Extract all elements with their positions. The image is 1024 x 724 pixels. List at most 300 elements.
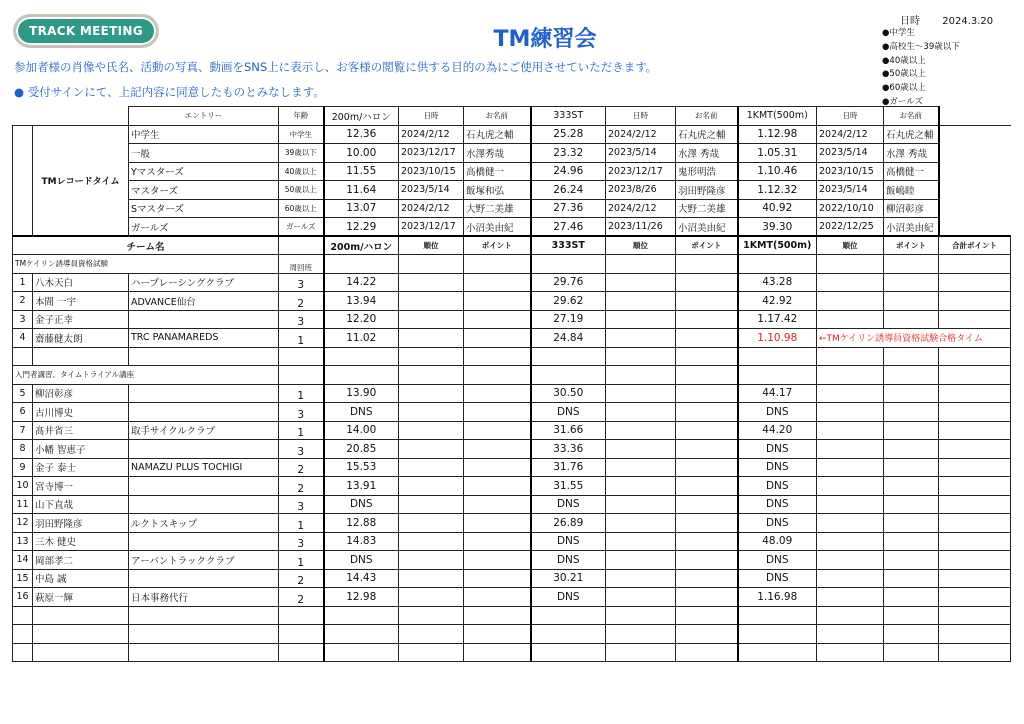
total-cell: [939, 384, 1011, 403]
blank-header: [279, 236, 324, 255]
point-cell: [676, 477, 738, 496]
athlete-time-1k: 48.09: [738, 532, 817, 551]
rank-cell: [399, 495, 464, 514]
athlete-time-200: 14.83: [324, 532, 399, 551]
athlete-number: 16: [13, 588, 33, 607]
name-header: お名前: [884, 107, 939, 126]
record-name-1k: 石丸虎之輔: [884, 125, 939, 144]
point-header: ポイント: [676, 236, 738, 255]
empty-cell: [324, 366, 399, 385]
point-cell: [676, 384, 738, 403]
point-cell: [676, 458, 738, 477]
record-name-1k: 柳沼彰彦: [884, 199, 939, 218]
empty-cell: [464, 347, 531, 366]
athlete-row: [13, 532, 1011, 551]
athlete-time-1k: 43.28: [738, 273, 817, 292]
athlete-number: 5: [13, 384, 33, 403]
total-header: 合計ポイント: [939, 236, 1011, 255]
record-name-200: 小沼美由紀: [464, 218, 531, 237]
athlete-team: 取手サイクルクラブ: [129, 421, 279, 440]
point-header: ポイント: [884, 236, 939, 255]
empty-cell: [279, 347, 324, 366]
team-header: チーム名: [13, 236, 279, 255]
rank-cell: [606, 458, 676, 477]
point-cell: [676, 588, 738, 607]
rank-cell: [606, 384, 676, 403]
rank-cell: [606, 310, 676, 329]
point-cell: [464, 273, 531, 292]
athlete-time-200: 13.90: [324, 384, 399, 403]
legend-item: ●50歳以上: [882, 69, 926, 80]
athlete-number: 9: [13, 458, 33, 477]
athlete-row: [13, 458, 1011, 477]
empty-cell: [884, 347, 939, 366]
athlete-name: 古川博史: [33, 403, 129, 422]
rank-cell: [606, 551, 676, 570]
date-header: 日時: [606, 107, 676, 126]
point-cell: [676, 310, 738, 329]
athlete-time-333: 31.76: [531, 458, 606, 477]
pass-note: ←TMケイリン誘導員資格試験合格タイム: [817, 329, 1011, 348]
empty-cell: [13, 625, 33, 644]
record-name-1k: 小沼美由紀: [884, 218, 939, 237]
athlete-row: [13, 440, 1011, 459]
empty-cell: [13, 643, 33, 662]
athlete-row: [13, 384, 1011, 403]
record-row: [13, 162, 1011, 181]
athlete-time-1k: DNS: [738, 551, 817, 570]
rank-cell: [606, 440, 676, 459]
athlete-time-1k: 1.17.42: [738, 310, 817, 329]
entry-header: エントリー: [129, 107, 279, 126]
legend-item: ●高校生～39歳以下: [882, 41, 960, 52]
record-name-333: 石丸虎之輔: [676, 125, 738, 144]
empty-cell: [738, 347, 817, 366]
empty-cell: [939, 643, 1011, 662]
record-date-200: 2023/12/17: [399, 218, 464, 237]
empty-cell: [738, 643, 817, 662]
empty-cell: [399, 366, 464, 385]
record-date-333: 2023/8/26: [606, 181, 676, 200]
empty-cell: [939, 366, 1011, 385]
record-time-1k: 1.05.31: [738, 144, 817, 163]
empty-cell: [464, 643, 531, 662]
athlete-row: [13, 273, 1011, 292]
empty-cell: [939, 606, 1011, 625]
athlete-number: 8: [13, 440, 33, 459]
empty-cell: [738, 625, 817, 644]
empty-cell: [939, 144, 1011, 163]
athlete-lap-group: 2: [279, 588, 324, 607]
results-table: [12, 106, 1011, 662]
empty-cell: [939, 199, 1011, 218]
empty-cell: [279, 643, 324, 662]
total-cell: [939, 310, 1011, 329]
record-category: マスターズ: [129, 181, 279, 200]
rank-cell: [606, 569, 676, 588]
empty-cell: [464, 625, 531, 644]
record-name-333: 鬼形明浩: [676, 162, 738, 181]
athlete-team: [129, 403, 279, 422]
record-time-1k: 39.30: [738, 218, 817, 237]
point-header: ポイント: [464, 236, 531, 255]
athlete-name: 本間 一宇: [33, 292, 129, 311]
empty-cell: [531, 347, 606, 366]
athlete-time-333: 30.21: [531, 569, 606, 588]
athlete-team: NAMAZU PLUS TOCHIGI: [129, 458, 279, 477]
rank-cell: [399, 458, 464, 477]
empty-cell: [531, 366, 606, 385]
athlete-team: [129, 440, 279, 459]
athlete-row: [13, 514, 1011, 533]
legend-item: ●中学生: [882, 28, 915, 38]
rank-cell: [817, 477, 884, 496]
athlete-row: [13, 588, 1011, 607]
rank-cell: [606, 532, 676, 551]
empty-cell: [464, 255, 531, 274]
rank-cell: [606, 421, 676, 440]
section-title: TMケイリン誘導員資格試験: [13, 255, 279, 274]
athlete-lap-group: 3: [279, 440, 324, 459]
rank-cell: [817, 384, 884, 403]
rank-cell: [606, 514, 676, 533]
record-category: Sマスターズ: [129, 199, 279, 218]
point-cell: [884, 440, 939, 459]
legend-item: ●40歳以上: [882, 55, 926, 66]
athlete-lap-group: 1: [279, 329, 324, 348]
empty-cell: [817, 625, 884, 644]
point-cell: [676, 329, 738, 348]
athlete-number: 11: [13, 495, 33, 514]
record-date-1k: 2024/2/12: [817, 125, 884, 144]
athlete-time-1k: DNS: [738, 477, 817, 496]
record-time-1k: 1.12.98: [738, 125, 817, 144]
point-cell: [464, 532, 531, 551]
athlete-name: 萩原一輝: [33, 588, 129, 607]
e200-header: 200m/ハロン: [324, 107, 399, 126]
athlete-team: [129, 384, 279, 403]
record-date-200: 2023/12/17: [399, 144, 464, 163]
empty-cell: [738, 255, 817, 274]
empty-cell: [884, 606, 939, 625]
empty-cell: [817, 366, 884, 385]
record-date-1k: 2023/5/14: [817, 144, 884, 163]
athlete-time-200: 15.53: [324, 458, 399, 477]
record-time-333: 23.32: [531, 144, 606, 163]
athlete-lap-group: 1: [279, 384, 324, 403]
record-date-333: 2023/5/14: [606, 144, 676, 163]
athlete-name: 八木天白: [33, 273, 129, 292]
empty-cell: [13, 347, 33, 366]
blank-row: [13, 347, 1011, 366]
empty-cell: [676, 347, 738, 366]
point-cell: [676, 495, 738, 514]
athlete-name: 金子 泰士: [33, 458, 129, 477]
record-date-200: 2023/5/14: [399, 181, 464, 200]
point-cell: [464, 329, 531, 348]
rank-cell: [399, 310, 464, 329]
athlete-row: [13, 569, 1011, 588]
athlete-name: 羽田野隆彦: [33, 514, 129, 533]
athlete-number: 4: [13, 329, 33, 348]
point-cell: [676, 569, 738, 588]
empty-cell: [884, 366, 939, 385]
empty-cell: [13, 606, 33, 625]
record-name-200: 石丸虎之輔: [464, 125, 531, 144]
point-cell: [676, 532, 738, 551]
total-cell: [939, 440, 1011, 459]
point-cell: [464, 421, 531, 440]
athlete-row: [13, 403, 1011, 422]
point-cell: [464, 514, 531, 533]
rank-cell: [817, 421, 884, 440]
e1k-header: 1KMT(500m): [738, 107, 817, 126]
athlete-number: 1: [13, 273, 33, 292]
athlete-team: ハープレーシングクラブ: [129, 273, 279, 292]
section-title: 入門者講習、タイムトライアル講座: [13, 366, 279, 385]
record-row: [13, 144, 1011, 163]
record-date-1k: 2022/10/10: [817, 199, 884, 218]
empty-cell: [606, 255, 676, 274]
point-cell: [464, 551, 531, 570]
rank-cell: [606, 403, 676, 422]
category-legend: [882, 27, 960, 110]
record-name-200: 高橋健一: [464, 162, 531, 181]
athlete-time-333: 30.50: [531, 384, 606, 403]
rank-header: 順位: [817, 236, 884, 255]
record-time-1k: 1.12.32: [738, 181, 817, 200]
athlete-time-200: 13.94: [324, 292, 399, 311]
empty-cell: [464, 606, 531, 625]
rank-cell: [399, 477, 464, 496]
rank-cell: [606, 292, 676, 311]
record-date-200: 2024/2/12: [399, 199, 464, 218]
total-cell: [939, 532, 1011, 551]
record-name-200: 水澤秀哉: [464, 144, 531, 163]
athlete-time-200: 12.20: [324, 310, 399, 329]
rank-cell: [606, 477, 676, 496]
record-row: [13, 218, 1011, 237]
record-name-1k: 飯嶋睦: [884, 181, 939, 200]
rank-cell: [399, 514, 464, 533]
empty-cell: [129, 625, 279, 644]
athlete-time-333: 26.89: [531, 514, 606, 533]
record-header-row: [13, 107, 1011, 126]
point-cell: [464, 310, 531, 329]
point-cell: [884, 514, 939, 533]
record-time-1k: 1.10.46: [738, 162, 817, 181]
record-time-200: 12.36: [324, 125, 399, 144]
record-date-200: 2024/2/12: [399, 125, 464, 144]
point-cell: [884, 292, 939, 311]
athlete-team: [129, 495, 279, 514]
empty-cell: [399, 643, 464, 662]
point-cell: [464, 440, 531, 459]
total-cell: [939, 514, 1011, 533]
point-cell: [884, 310, 939, 329]
record-date-1k: 2022/12/25: [817, 218, 884, 237]
athlete-time-333: 24.84: [531, 329, 606, 348]
privacy-notice: 参加者様の肖像や氏名、活動の写真、動画をSNS上に表示し、お客様の閲覧に供する目的の為にご使用させていただきます。: [14, 60, 658, 74]
record-age: 50歳以上: [279, 181, 324, 200]
athlete-time-200: DNS: [324, 403, 399, 422]
athlete-lap-group: 3: [279, 403, 324, 422]
total-cell: [939, 458, 1011, 477]
athlete-lap-group: 2: [279, 292, 324, 311]
point-cell: [676, 403, 738, 422]
athlete-time-333: 33.36: [531, 440, 606, 459]
legend-item: ●ガールズ: [882, 96, 923, 107]
total-cell: [939, 588, 1011, 607]
section-row: [13, 255, 1011, 274]
point-cell: [464, 384, 531, 403]
rank-cell: [606, 495, 676, 514]
rank-cell: [399, 588, 464, 607]
point-cell: [464, 292, 531, 311]
record-category: ガールズ: [129, 218, 279, 237]
legend-item: ●60歳以上: [882, 83, 926, 94]
record-name-200: 大野二美雄: [464, 199, 531, 218]
point-cell: [464, 403, 531, 422]
empty-cell: [817, 255, 884, 274]
date-value: 2024.3.20: [942, 16, 994, 27]
athlete-time-200: 12.98: [324, 588, 399, 607]
athlete-lap-group: 3: [279, 273, 324, 292]
athlete-time-333: 31.66: [531, 421, 606, 440]
empty-cell: [676, 366, 738, 385]
athlete-number: 7: [13, 421, 33, 440]
point-cell: [884, 403, 939, 422]
athlete-name: 柳沼彰彦: [33, 384, 129, 403]
record-row: [13, 181, 1011, 200]
empty-cell: [324, 643, 399, 662]
rank-cell: [606, 329, 676, 348]
empty-cell: [324, 625, 399, 644]
rank-cell: [399, 384, 464, 403]
rank-cell: [817, 292, 884, 311]
athlete-time-1k: DNS: [738, 569, 817, 588]
empty-cell: [399, 347, 464, 366]
athlete-time-1k: DNS: [738, 403, 817, 422]
athlete-name: 三木 健史: [33, 532, 129, 551]
rank-cell: [399, 440, 464, 459]
date-header: 日時: [817, 107, 884, 126]
record-age: 中学生: [279, 125, 324, 144]
record-time-200: 12.29: [324, 218, 399, 237]
empty-cell: [606, 625, 676, 644]
e333-header: 333ST: [531, 107, 606, 126]
rank-header: 順位: [399, 236, 464, 255]
event-date: [900, 12, 993, 27]
athlete-number: 14: [13, 551, 33, 570]
point-cell: [884, 551, 939, 570]
record-date-1k: 2023/5/14: [817, 181, 884, 200]
empty-cell: [606, 643, 676, 662]
logo-text: TRACK MEETING: [29, 24, 143, 38]
athlete-number: 10: [13, 477, 33, 496]
athlete-name: 中島 誠: [33, 569, 129, 588]
page-title: TM練習会: [493, 27, 597, 52]
empty-cell: [676, 643, 738, 662]
athlete-time-1k: DNS: [738, 458, 817, 477]
rank-cell: [817, 403, 884, 422]
athlete-time-333: 29.62: [531, 292, 606, 311]
athlete-team: アーバントラッククラブ: [129, 551, 279, 570]
total-cell: [939, 477, 1011, 496]
total-cell: [939, 551, 1011, 570]
blank-row: [13, 643, 1011, 662]
total-cell: [939, 292, 1011, 311]
athlete-number: 3: [13, 310, 33, 329]
athlete-time-200: 11.02: [324, 329, 399, 348]
athlete-name: 宮寺博一: [33, 477, 129, 496]
athlete-number: 12: [13, 514, 33, 533]
record-age: 40歳以上: [279, 162, 324, 181]
athlete-team: [129, 569, 279, 588]
rank-cell: [817, 551, 884, 570]
e333-result-header: 333ST: [531, 236, 606, 255]
record-time-1k: 40.92: [738, 199, 817, 218]
rank-cell: [817, 569, 884, 588]
total-cell: [939, 403, 1011, 422]
empty-cell: [279, 606, 324, 625]
rank-cell: [817, 532, 884, 551]
record-time-200: 11.64: [324, 181, 399, 200]
rank-cell: [817, 458, 884, 477]
record-date-333: 2024/2/12: [606, 125, 676, 144]
athlete-name: 金子正幸: [33, 310, 129, 329]
total-cell: [939, 273, 1011, 292]
athlete-time-200: 14.00: [324, 421, 399, 440]
empty-cell: [939, 218, 1011, 237]
empty-cell: [817, 606, 884, 625]
record-date-333: 2023/12/17: [606, 162, 676, 181]
rank-cell: [399, 551, 464, 570]
point-cell: [464, 495, 531, 514]
rank-cell: [399, 569, 464, 588]
empty-cell: [939, 125, 1011, 144]
empty-cell: [464, 366, 531, 385]
athlete-lap-group: 2: [279, 569, 324, 588]
athlete-lap-group: 3: [279, 495, 324, 514]
total-cell: [939, 421, 1011, 440]
result-header-row: [13, 236, 1011, 255]
total-cell: [939, 569, 1011, 588]
athlete-time-200: DNS: [324, 495, 399, 514]
point-cell: [676, 440, 738, 459]
empty-cell: [399, 606, 464, 625]
athlete-row: [13, 551, 1011, 570]
empty-cell: [324, 347, 399, 366]
empty-cell: [399, 255, 464, 274]
record-row: [13, 199, 1011, 218]
empty-cell: [279, 366, 324, 385]
athlete-time-1k: DNS: [738, 514, 817, 533]
athlete-time-200: 12.88: [324, 514, 399, 533]
point-cell: [464, 588, 531, 607]
empty-cell: [33, 347, 129, 366]
point-cell: [676, 273, 738, 292]
record-row: [13, 125, 1011, 144]
empty-cell: [531, 643, 606, 662]
empty-cell: [399, 625, 464, 644]
empty-cell: [33, 643, 129, 662]
record-category: Yマスターズ: [129, 162, 279, 181]
athlete-row: [13, 329, 1011, 348]
empty-cell: [606, 606, 676, 625]
empty-cell: [129, 347, 279, 366]
athlete-team: ADVANCE仙台: [129, 292, 279, 311]
